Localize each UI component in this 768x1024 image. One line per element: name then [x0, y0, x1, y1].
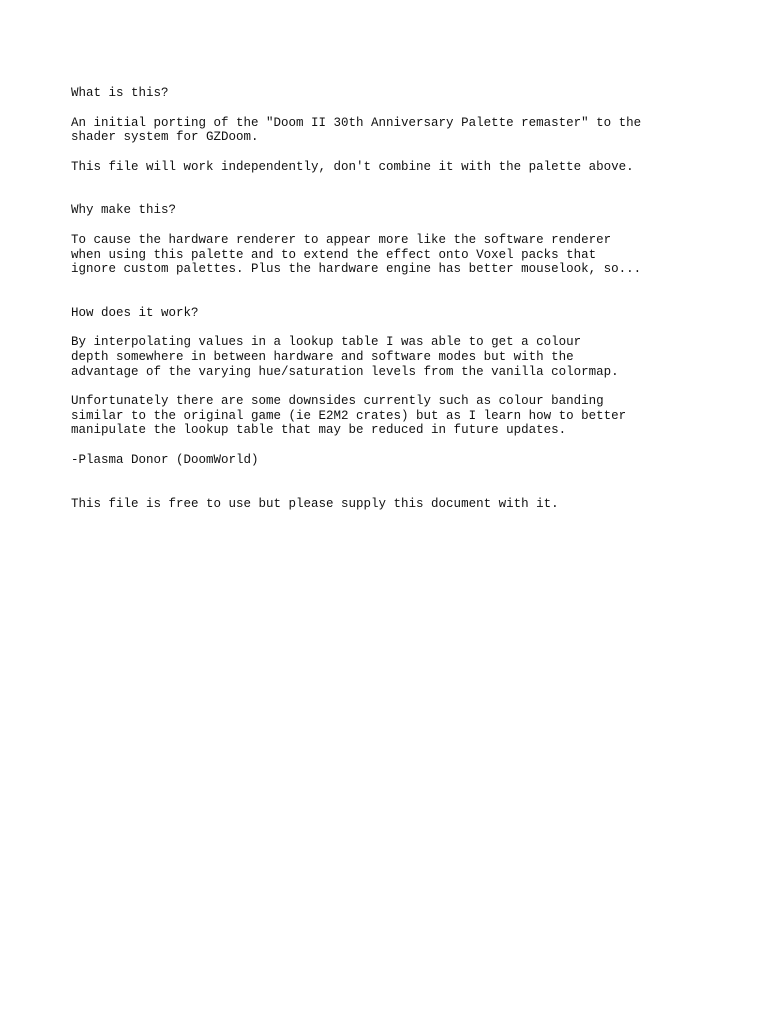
paragraph-why-explanation: To cause the hardware renderer to appear more like the software renderer when using this palette and to extend the effect onto Voxel packs that ignore custom palettes. Plus the hardware engine has better mouselook, so... [71, 232, 642, 277]
heading-why-make-this: Why make this? [71, 203, 177, 218]
paragraph-usage-license: This file is free to use but please supply this document with it. [71, 496, 559, 511]
document-body [71, 86, 711, 526]
author-signature: -Plasma Donor (DoomWorld) [71, 452, 259, 467]
heading-what-is-this: What is this? [71, 86, 169, 100]
paragraph-downsides: Unfortunately there are some downsides currently such as colour banding similar to the original game (ie E2M2 crates) but as I learn how to better manipulate the lookup table that may be reduced in future updates. [71, 394, 627, 438]
heading-how-does-it-work: How does it work? [71, 305, 199, 320]
paragraph-interpolation: By interpolating values in a lookup table I was able to get a colour depth somewhere in between hardware and software modes but with the advantage of the varying hue/saturation levels from the vanilla colormap. [71, 335, 619, 379]
paragraph-porting-description: An initial porting of the "Doom II 30th Anniversary Palette remaster" to the shader system for GZDoom. [71, 115, 642, 145]
paragraph-independent-note: This file will work independently, don't combine it with the palette above. [71, 159, 634, 174]
